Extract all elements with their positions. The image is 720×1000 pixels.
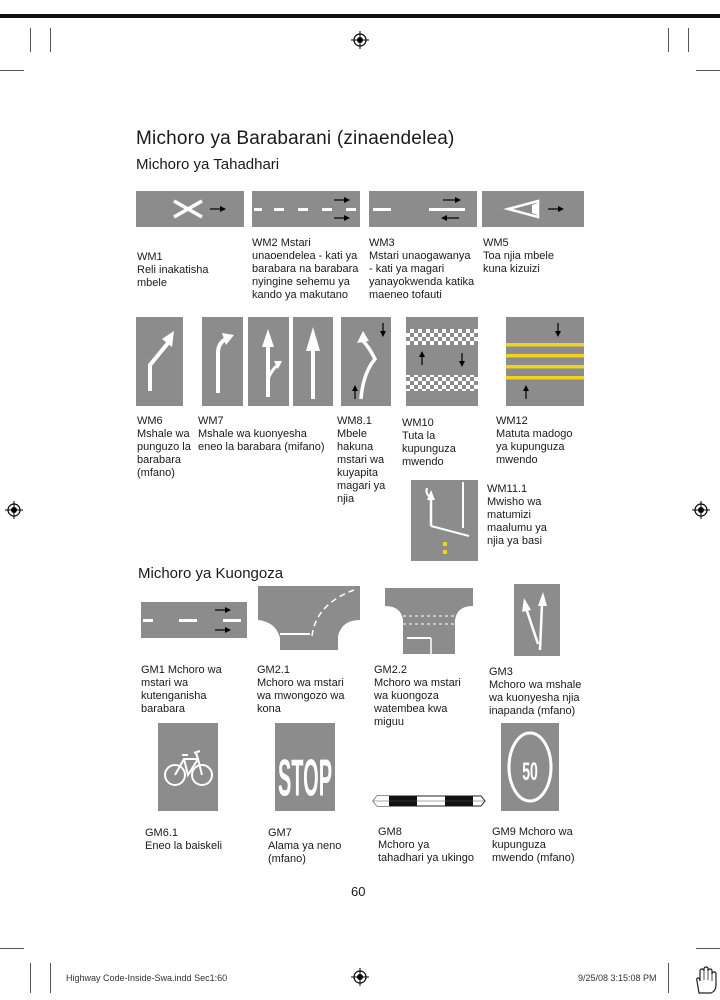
registration-mark-icon	[5, 501, 23, 519]
registration-mark-icon	[351, 31, 369, 49]
wm11-bus-lane-end-sign	[411, 480, 478, 561]
wm1-railway-crossing-sign	[136, 191, 244, 227]
gm21-caption: GM2.1 Mchoro wa mstari wa mwongozo wa kona	[257, 664, 345, 715]
crop-mark	[50, 963, 51, 993]
wm3-dividing-line-sign	[369, 191, 477, 227]
wm7-lane-arrow-straight-right-sign	[248, 317, 289, 406]
wm12-caption: WM12 Matuta madogo ya kupunguza mwendo	[496, 415, 573, 466]
wm3-caption: WM3 Mstari unaogawanya - kati ya magari yanayokwenda katika maeneo tofauti	[369, 237, 475, 301]
gm7-caption: GM7 Alama ya neno (mfano)	[268, 827, 342, 865]
wm2-caption: WM2 Mstari unaoendelea - kati ya barabara na barabara nyingine sehemu ya kando ya makutano	[252, 237, 359, 301]
crop-mark	[30, 28, 31, 52]
crop-mark	[696, 70, 720, 71]
gm1-caption: GM1 Mchoro wa mstari wa kutenganisha barabara	[141, 664, 222, 715]
crop-mark	[696, 948, 720, 949]
gm61-caption: GM6.1 Eneo la baiskeli	[145, 827, 223, 852]
wm6-caption: WM6 Mshale wa punguzo la barabara (mfano)	[137, 415, 191, 479]
wm10-speed-hump-sign	[406, 317, 478, 406]
wm11-caption: WM11.1 Mwisho wa matumizi maalumu ya njia ya basi	[487, 483, 547, 547]
footer-timestamp: 9/25/08 3:15:08 PM	[578, 973, 657, 983]
crop-mark	[0, 948, 24, 949]
gm8-kerb-warning-sign	[371, 794, 487, 808]
hand-cursor-icon	[693, 965, 717, 995]
gm22-caption: GM2.2 Mchoro wa mstari wa kuongoza watembea kwa miguu	[374, 664, 461, 728]
gm22-pedestrian-guidance-sign	[385, 588, 473, 654]
wm8-caption: WM8.1 Mbele hakuna mstari wa kuyapita magari ya njia	[337, 415, 386, 505]
wm7-caption: WM7 Mshale wa kuonyesha eneo la barabara (mifano)	[198, 415, 325, 453]
wm5-give-way-sign	[482, 191, 584, 227]
gm3-lane-direction-arrow-sign	[514, 584, 560, 656]
gm3-caption: GM3 Mchoro wa mshale wa kuonyesha njia inapanda (mfano)	[489, 666, 582, 717]
gm9-speed-limit-sign	[501, 723, 559, 811]
gm61-bicycle-lane-sign	[158, 723, 218, 811]
footer-filename: Highway Code-Inside-Swa.indd Sec1:60	[66, 973, 228, 983]
crop-mark	[688, 28, 689, 52]
gm7-stop-word-sign	[275, 723, 335, 811]
section-heading-warning: Michoro ya Tahadhari	[136, 156, 280, 173]
registration-mark-icon	[351, 968, 369, 986]
wm6-lane-reduction-arrow-sign	[136, 317, 183, 406]
wm7-lane-arrow-straight-sign	[293, 317, 333, 406]
crop-mark	[668, 28, 669, 52]
top-rule	[0, 14, 720, 18]
crop-mark	[30, 963, 31, 993]
wm8-no-overtaking-sign	[341, 317, 391, 406]
wm12-rumble-strips-sign	[506, 317, 584, 406]
page-number: 60	[351, 884, 366, 899]
wm10-caption: WM10 Tuta la kupunguza mwendo	[402, 417, 456, 468]
gm7-stop-text: STOP	[277, 749, 333, 808]
section-heading-guidance: Michoro ya Kuongoza	[138, 565, 284, 582]
gm8-caption: GM8 Mchoro ya tahadhari ya ukingo	[378, 826, 475, 864]
registration-mark-icon	[692, 501, 710, 519]
wm7-lane-arrow-right-curve-sign	[202, 317, 243, 406]
gm9-caption: GM9 Mchoro wa kupunguza mwendo (mfano)	[492, 826, 575, 864]
crop-mark	[50, 28, 51, 52]
gm1-lane-separation-sign	[141, 602, 247, 638]
crop-mark	[668, 963, 669, 993]
wm1-caption: WM1 Reli inakatisha mbele	[137, 251, 209, 289]
crop-mark	[0, 70, 24, 71]
gm9-speed-text: 50	[522, 758, 538, 786]
wm5-caption: WM5 Toa njia mbele kuna kizuizi	[483, 237, 554, 275]
page-title: Michoro ya Barabarani (zinaendelea)	[136, 128, 455, 149]
gm21-corner-guidance-sign	[258, 586, 360, 650]
wm2-continuous-line-sign	[252, 191, 360, 227]
